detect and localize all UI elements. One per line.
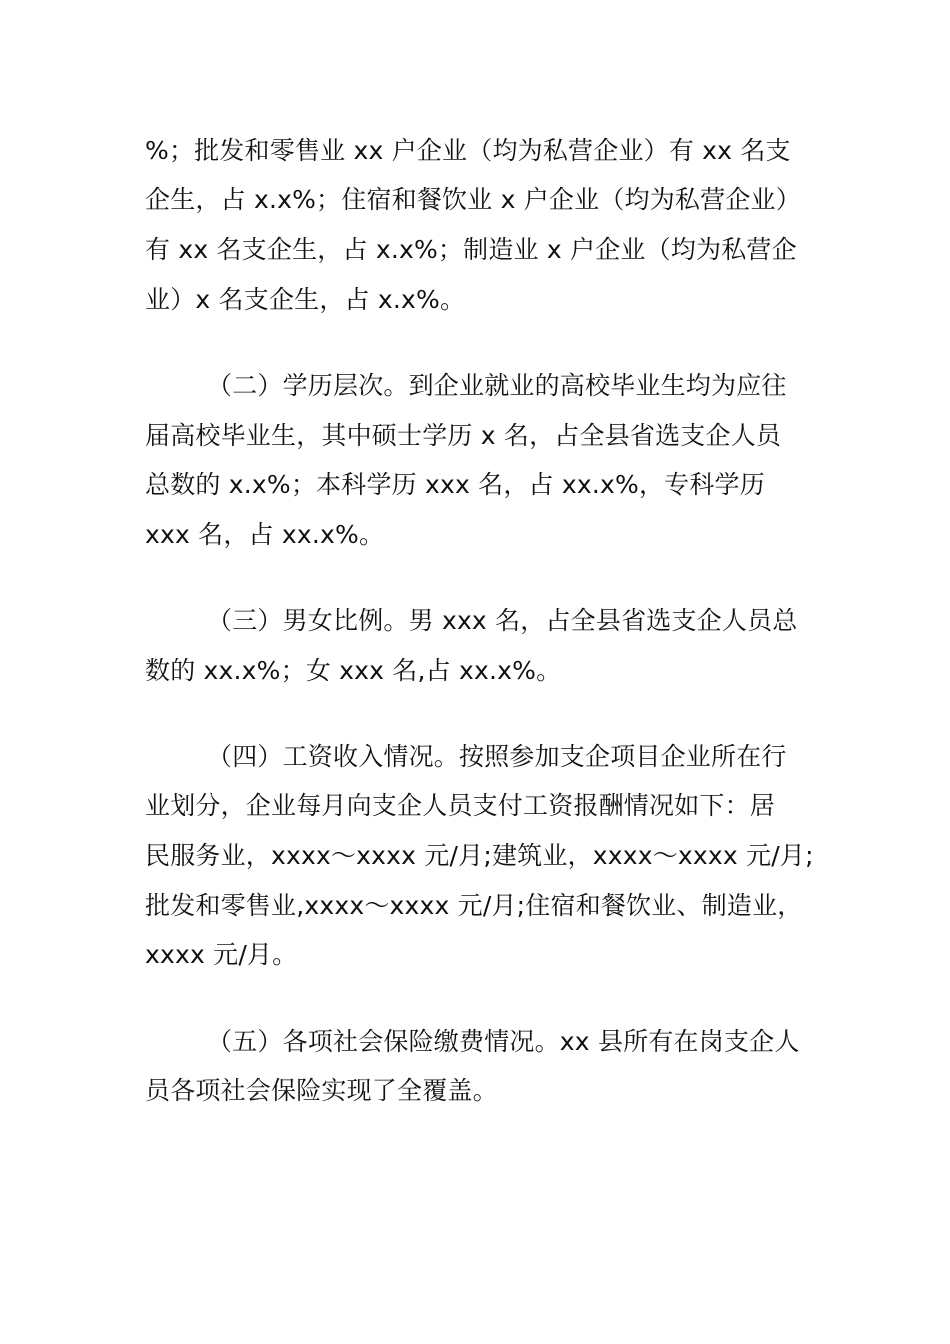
paragraph-line: 员各项社会保险实现了全覆盖。	[145, 1076, 498, 1105]
paragraph-line: 企生，占 x.x%；住宿和餐饮业 x 户企业（均为私营企业）	[145, 185, 801, 214]
paragraph-heading-line: （三）男女比例。男 xxx 名，占全县省选支企人员总	[207, 606, 798, 635]
paragraph-heading-line: （五）各项社会保险缴费情况。xx 县所有在岗支企人	[207, 1027, 800, 1056]
paragraph-line: 届高校毕业生，其中硕士学历 x 名，占全县省选支企人员	[145, 421, 782, 450]
paragraph-line: xxx 名，占 xx.x%。	[145, 520, 385, 549]
paragraph-line: %；批发和零售业 xx 户企业（均为私营企业）有 xx 名支	[145, 136, 791, 165]
paragraph-line: 总数的 x.x%；本科学历 xxx 名，占 xx.x%，专科学历	[145, 470, 765, 499]
paragraph-heading-line: （二）学历层次。到企业就业的高校毕业生均为应往	[207, 371, 787, 400]
paragraph-line: 有 xx 名支企生，占 x.x%；制造业 x 户企业（均为私营企	[145, 235, 797, 264]
paragraph-line: xxxx 元/月。	[145, 940, 298, 969]
paragraph-line: 业）x 名支企生，占 x.x%。	[145, 285, 466, 314]
paragraph-heading-line: （四）工资收入情况。按照参加支企项目企业所在行	[207, 742, 787, 771]
paragraph-line: 民服务业，xxxx～xxxx 元/月;建筑业，xxxx～xxxx 元/月;	[145, 841, 814, 870]
paragraph-line: 批发和零售业,xxxx～xxxx 元/月;住宿和餐饮业、制造业，	[145, 891, 803, 920]
paragraph-line: 数的 xx.x%；女 xxx 名,占 xx.x%。	[145, 656, 562, 685]
paragraph-line: 业划分，企业每月向支企人员支付工资报酬情况如下：居	[145, 791, 776, 820]
